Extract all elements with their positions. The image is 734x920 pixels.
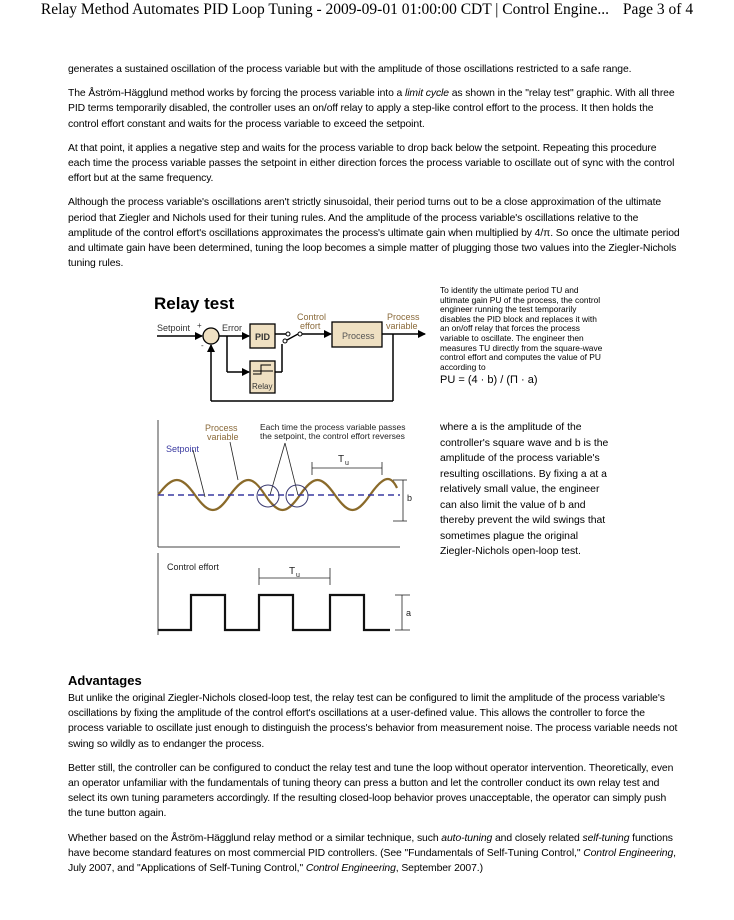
error-label: Error — [222, 323, 242, 333]
publication-name: Control Engineering — [305, 863, 396, 875]
plus-sign: + — [197, 321, 202, 330]
emphasis: self-tuning — [582, 832, 630, 844]
process-variable-label: variable — [386, 321, 418, 331]
publication-name: Control Engineering — [583, 847, 674, 859]
paragraph: Better still, the controller can be configured to conduct the relay test and tune the loop without operator intervention. Theoretically, even an operator unfamiliar with the fundamentals of tuning theory can press a button and let the controller conduct its own relay test and select its own tuning parameters accordingly. If the resulting closed-loop behavior proves unacceptable, the operator can simply push the tune button again. — [68, 762, 674, 820]
text: and closely related — [492, 832, 583, 844]
control-effort-label: effort — [300, 321, 321, 331]
tu-subscript: u — [296, 572, 300, 579]
minus-sign: - — [201, 341, 204, 350]
text: functions have become standard features on most commercial PID controllers. (See "Fundamentals of Self-Tuning Control," — [68, 832, 673, 859]
text: as shown in the "relay test" graphic. With all three PID terms temporarily disabled, the controller uses an on/off relay to apply a step-like control effort to the process. It then holds the control effort constant and waits for the process variable to exceed the setpoint. — [68, 88, 675, 130]
process-variable-plot — [158, 420, 412, 547]
text: The Åström-Hägglund method works by forcing the process variable into a — [68, 88, 406, 100]
emphasis: limit cycle — [405, 88, 449, 100]
paragraph: Although the process variable's oscillations aren't strictly sinusoidal, their period turns out to be a close approximation of the ultimate period that Ziegler and Nichols used for their tuning rules. And the amplitude of the process variable's oscillations relative to the amplitude of the control effort's oscillations approximates the process's ultimate gain when multiplied by 4/π. So once the ultimate period and ultimate gain have been determined, tuning the loop becomes a simple matter of plugging those two values into the Ziegler-Nichols tuning rules. — [68, 197, 680, 270]
text: , July 2007, and "Applications of Self-Tuning Control," — [68, 847, 676, 875]
process-variable-label: Process — [387, 312, 420, 322]
reversal-note: Each time the process variable passes — [260, 422, 406, 432]
ultimate-gain-formula: PU = (4 · b) / (Π · a) — [440, 374, 538, 387]
process-label: Process — [342, 331, 375, 341]
document-title: Relay Method Automates PID Loop Tuning - 2009-09-01 01:00:00 CDT | Control Engine... — [40, 1, 610, 18]
advantages-section — [68, 672, 680, 885]
text: , September 2007.) — [395, 863, 483, 875]
relay-label: Relay — [252, 382, 273, 391]
paragraph: But unlike the original Ziegler-Nichols closed-loop test, the relay test can be configured to limit the amplitude of the process variable's oscillations by fixing the amplitude of the control effort's oscillations at a user-defined value. This allows the controller to force the process variable to oscillate just enough to distinguish the process's behavior from measurement noise. The process variable needs not swing so wildly as to endanger the process. — [68, 693, 678, 750]
paragraph — [68, 86, 680, 132]
control-effort-plot — [158, 553, 411, 635]
summing-junction — [203, 328, 219, 344]
a-label: a — [406, 608, 412, 618]
figure-title: Relay test — [154, 294, 235, 313]
pid-label: PID — [255, 332, 271, 342]
page-number: Page 3 of 4 — [622, 1, 694, 18]
setpoint-label: Setpoint — [157, 323, 191, 333]
caption-text: To identify the ultimate period TU and ultimate gain PU of the process, the control engineer running the test temporarily disables the PID block and replaces it with an on/off relay that forces the process variable to oscillate. The engineer then measures TU directly from the square-wave control effort and computes the value of PU according to — [440, 285, 603, 372]
square-wave — [158, 595, 390, 630]
tu-label: T — [289, 566, 296, 577]
figure-explanation: where a is the amplitude of the controller's square wave and b is the amplitude of the process variable's resulting oscillations. By fixing a at a relatively small value, the engineer can also limit the value of b and thereby prevent the wild swings that sometimes plague the original Ziegler-Nichols open-loop test. — [440, 422, 609, 557]
section-heading: Advantages — [68, 673, 142, 688]
control-effort-plot-label: Control effort — [167, 562, 219, 572]
paragraph: generates a sustained oscillation of the process variable but with the amplitude of those oscillations restricted to a safe range. — [68, 64, 632, 75]
b-label: b — [407, 493, 413, 503]
tu-subscript: u — [345, 460, 349, 467]
tu-label: T — [338, 454, 345, 465]
text: Whether based on the Åström-Hägglund relay method or a similar technique, such — [68, 832, 442, 844]
wave-setpoint-label: Setpoint — [166, 444, 200, 454]
figure-caption — [440, 286, 605, 387]
wave-process-label: Process — [205, 423, 238, 433]
emphasis: auto-tuning — [441, 832, 493, 844]
article-body — [68, 62, 680, 280]
paragraph — [68, 831, 680, 877]
relay-test-figure — [145, 285, 440, 645]
wave-process-label: variable — [207, 432, 239, 442]
control-effort-label: Control — [297, 312, 327, 322]
block-diagram — [157, 312, 425, 401]
paragraph: At that point, it applies a negative step and waits for the process variable to drop back below the setpoint. Repeating this procedure each time the process variable passes the setpoint in either direction forces the process variable to oscillate out of sync with the control effort but at the same frequency. — [68, 142, 675, 185]
print-header — [0, 1, 734, 19]
reversal-note: the setpoint, the control effort reverses — [260, 431, 405, 441]
